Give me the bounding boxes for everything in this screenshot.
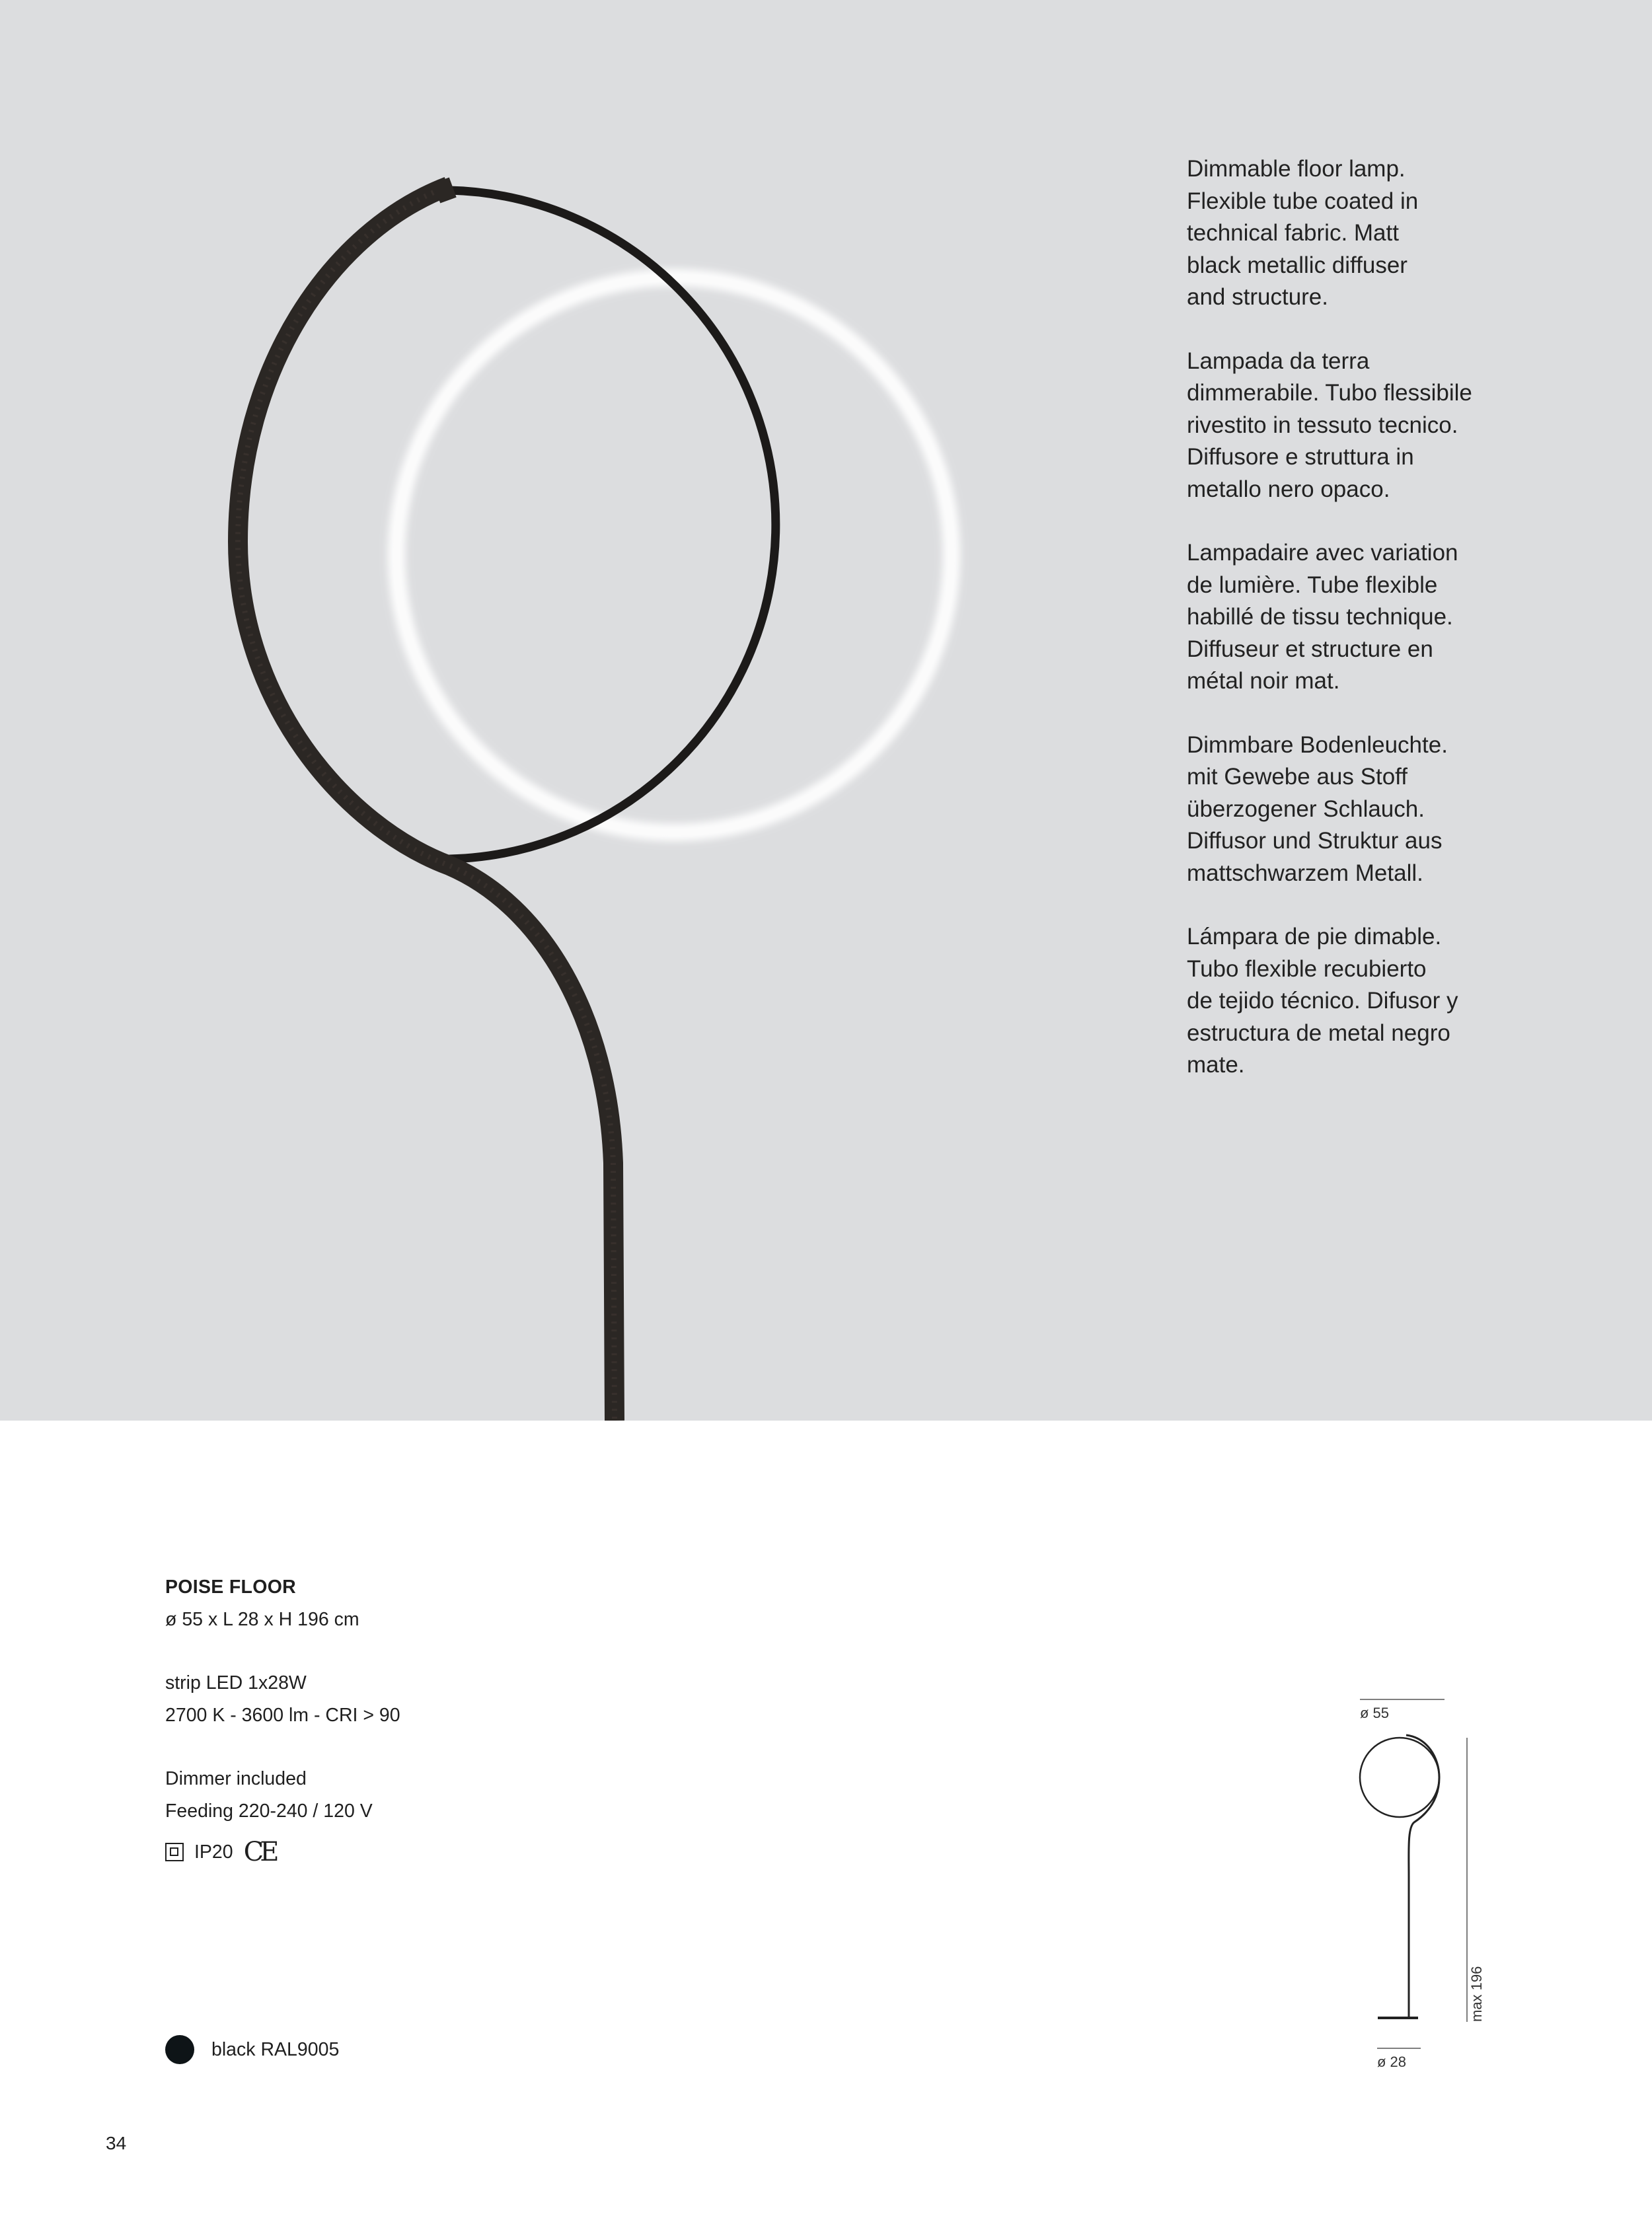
product-descriptions [1187, 153, 1557, 1113]
ip-rating: IP20 [194, 1841, 233, 1863]
description-de: Dimmbare Bodenleuchte. mit Gewebe aus Stoff überzogener Schlauch. Diffusor und Struktur aus mattschwarzem Metall. [1187, 731, 1448, 886]
light-spec: 2700 K - 3600 lm - CRI > 90 [165, 1704, 400, 1726]
led-spec: strip LED 1x28W [165, 1672, 307, 1693]
certifications [165, 1836, 400, 1869]
page-number: 34 [106, 2133, 127, 2153]
color-swatch [165, 2035, 194, 2064]
dimension-diagram [1348, 1691, 1507, 2075]
description-en: Dimmable floor lamp. Flexible tube coated in technical fabric. Matt black metallic diffuser and structure. [1187, 156, 1419, 310]
product-specs [165, 1571, 400, 1869]
ce-mark-icon: CE [243, 1837, 276, 1867]
top-diameter-label: ø 55 [1360, 1705, 1390, 1721]
height-label: max 196 [1468, 1966, 1485, 2022]
description-it: Lampada da terra dimmerabile. Tubo flessibile rivestito in tessuto tecnico. Diffusore e struttura in metallo nero opaco. [1187, 348, 1472, 502]
finish-label: black RAL9005 [211, 2038, 340, 2060]
feeding-spec: Feeding 220-240 / 120 V [165, 1800, 373, 1822]
description-fr: Lampadaire avec variation de lumière. Tube flexible habillé de tissu technique. Diffuseur et structure en métal noir mat. [1187, 540, 1458, 694]
finish-option [165, 2035, 339, 2064]
dimmer-spec: Dimmer included [165, 1768, 307, 1789]
double-insulation-icon [165, 1843, 184, 1861]
base-diameter-label: ø 28 [1377, 2054, 1407, 2070]
description-es: Lámpara de pie dimable. Tubo flexible recubierto de tejido técnico. Difusor y estructura de metal negro mate. [1187, 924, 1458, 1078]
product-dimensions: ø 55 x L 28 x H 196 cm [165, 1608, 359, 1630]
product-title: POISE FLOOR [165, 1577, 297, 1598]
